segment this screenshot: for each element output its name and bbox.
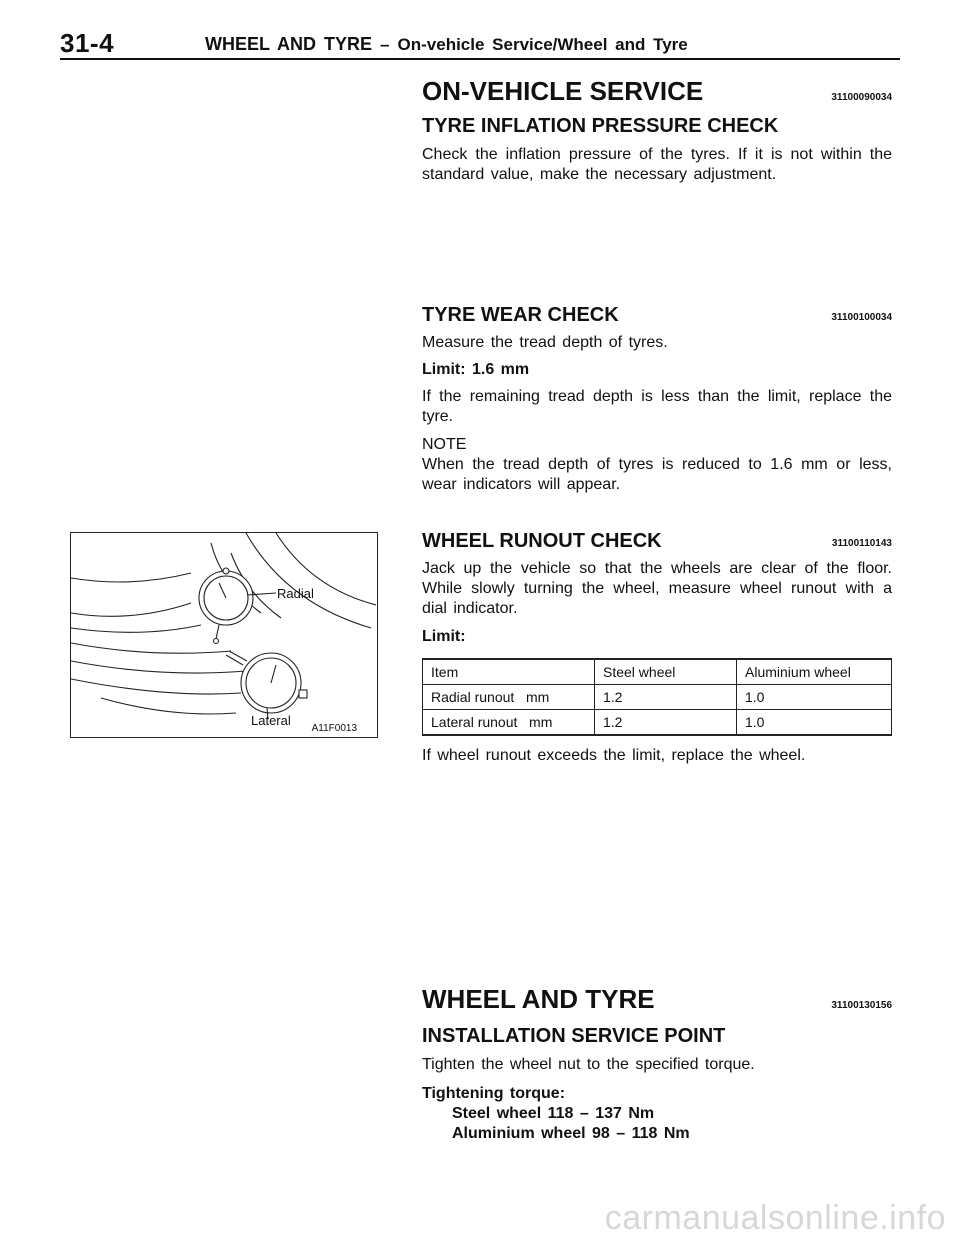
table-cell: Radial runout mm — [423, 685, 595, 710]
table-header-cell: Item — [423, 659, 595, 685]
pressure-check-heading: TYRE INFLATION PRESSURE CHECK — [422, 115, 779, 137]
wear-check-text: Measure the tread depth of tyres. — [422, 334, 668, 351]
runout-check-text: Jack up the vehicle so that the wheels are clear of the floor. While slowly turning the wheel, measure wheel runout with a dial indicator. — [422, 560, 892, 617]
table-cell: Lateral runout mm — [423, 710, 595, 736]
section-heading-text: ON-VEHICLE SERVICE — [422, 76, 704, 106]
wear-check-section — [422, 304, 892, 495]
wear-limit: Limit: 1.6 mm — [422, 361, 530, 378]
runout-check-heading-text: WHEEL RUNOUT CHECK — [422, 530, 662, 552]
dial-indicator-illustration — [71, 533, 376, 736]
watermark: carmanualsonline.info — [604, 1199, 946, 1237]
wear-replace-text: If the remaining tread depth is less than the limit, replace the tyre. — [422, 388, 892, 425]
table-row — [423, 710, 892, 736]
figure-label-lateral: Lateral — [251, 713, 291, 728]
pressure-check-section — [422, 115, 892, 185]
header-subtitle: On-vehicle Service/Wheel and Tyre — [397, 35, 688, 54]
note-label: NOTE — [422, 436, 467, 453]
wear-check-heading — [422, 304, 892, 327]
torque-label: Tightening torque: — [422, 1085, 566, 1102]
header-divider — [60, 58, 900, 60]
table-row — [423, 685, 892, 710]
table-cell: 1.0 — [737, 685, 892, 710]
page-header — [60, 28, 900, 58]
on-vehicle-service-section — [422, 76, 892, 107]
runout-figure — [70, 532, 378, 738]
table-header-cell: Steel wheel — [595, 659, 737, 685]
header-dash: – — [380, 35, 390, 54]
runout-limit-label: Limit: — [422, 628, 466, 645]
wheel-and-tyre-code: 31100130156 — [831, 1000, 892, 1011]
figure-code: A11F0013 — [311, 723, 357, 734]
table-header-cell: Aluminium wheel — [737, 659, 892, 685]
runout-check-heading — [422, 530, 892, 553]
wheel-and-tyre-section — [422, 984, 892, 1144]
runout-check-code: 31100110143 — [831, 538, 892, 549]
wheel-and-tyre-heading-text: WHEEL AND TYRE — [422, 984, 655, 1014]
table-cell: 1.2 — [595, 685, 737, 710]
note-text: When the tread depth of tyres is reduced to 1.6 mm or less, wear indicators will appear. — [422, 456, 892, 493]
torque-steel: Steel wheel 118 – 137 Nm — [452, 1105, 655, 1122]
wheel-and-tyre-heading — [422, 984, 892, 1015]
install-service-heading: INSTALLATION SERVICE POINT — [422, 1025, 726, 1047]
page-number: 31-4 — [60, 28, 115, 58]
section-code: 31100090034 — [831, 92, 892, 103]
table-cell: 1.2 — [595, 710, 737, 736]
table-header-row — [423, 659, 892, 685]
header-title: WHEEL AND TYRE — [205, 34, 373, 54]
section-heading — [422, 76, 892, 107]
torque-aluminium: Aluminium wheel 98 – 118 Nm — [452, 1125, 690, 1142]
install-text: Tighten the wheel nut to the specified torque. — [422, 1056, 755, 1073]
page-header-title — [205, 34, 688, 55]
wear-check-code: 31100100034 — [831, 312, 892, 323]
table-cell: 1.0 — [737, 710, 892, 736]
runout-limit-table — [422, 658, 892, 736]
wear-check-heading-text: TYRE WEAR CHECK — [422, 304, 619, 326]
figure-label-radial: Radial — [277, 586, 314, 601]
runout-check-section — [422, 530, 892, 766]
runout-after-text: If wheel runout exceeds the limit, replace the wheel. — [422, 747, 806, 764]
pressure-check-text: Check the inflation pressure of the tyres. If it is not within the standard value, make the necessary adjustment. — [422, 146, 892, 183]
